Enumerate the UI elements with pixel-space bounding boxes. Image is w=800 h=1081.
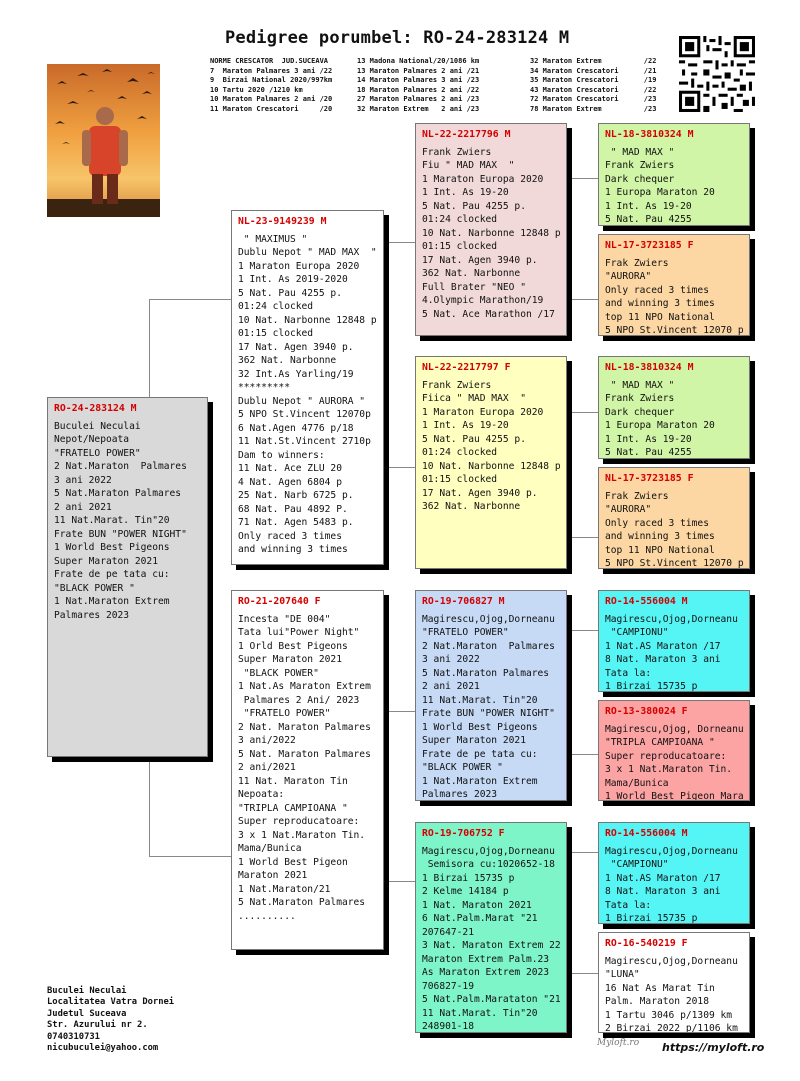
footer-link[interactable]: https://myloft.ro bbox=[662, 1041, 765, 1054]
pigeon-info-line: Palmares 2023 bbox=[422, 789, 498, 800]
pigeon-ring-number: NL-17-3723185 F bbox=[605, 473, 694, 484]
pigeon-info-line: 1 Int. As 19-20 bbox=[422, 420, 509, 431]
breeder-photo bbox=[47, 64, 160, 217]
connector-dam bbox=[384, 711, 416, 882]
owner-line: Judetul Suceava bbox=[47, 1008, 127, 1019]
result-line: 11 Maraton Crescatori /20 bbox=[210, 104, 333, 113]
card-dam-sire-sire bbox=[598, 590, 750, 692]
pigeon-info-line: Frank Zwiers bbox=[605, 160, 675, 171]
pigeon-info-line: Palmares 2023 bbox=[54, 609, 130, 621]
owner-line: Buculei Neculai bbox=[47, 986, 127, 996]
pigeon-info-line: 3 x 1 Nat.Maraton Tin. bbox=[605, 764, 733, 775]
pigeon-info-line: 01:24 clocked bbox=[238, 301, 314, 312]
page-title: Pedigree porumbel: RO-24-283124 M bbox=[225, 28, 570, 48]
pigeon-info-line: Tata la: bbox=[605, 899, 652, 911]
pigeon-info-line: 2 ani/2021 bbox=[238, 762, 296, 773]
pigeon-ring-number: NL-18-3810324 M bbox=[605, 362, 694, 373]
result-line: 43 Maraton Crescatori /22 bbox=[530, 85, 657, 94]
card-dam-dam bbox=[415, 822, 567, 1033]
pigeon-info-line: 10 Nat. Narbonne 12848 p bbox=[422, 227, 561, 239]
results-column-3 bbox=[530, 57, 656, 115]
pigeon-info-line: Frate BUN "POWER NIGHT" bbox=[422, 708, 555, 719]
pigeon-info-line: ********* bbox=[238, 382, 290, 393]
owner-line: Str. Azurului nr 2. bbox=[47, 1020, 148, 1031]
pigeon-info-line: Nepoata: bbox=[238, 789, 285, 800]
card-sire-sire-sire bbox=[598, 123, 750, 226]
pigeon-info-line: 3 ani 2022 bbox=[422, 654, 480, 665]
pigeon-info-line: Mama/Bunica bbox=[238, 843, 302, 854]
pigeon-info-line: Frate BUN "POWER NIGHT" bbox=[54, 528, 187, 540]
pigeon-info-line: Frak Zwiers bbox=[605, 490, 669, 502]
result-line: 27 Maraton Palmares 2 ani /23 bbox=[357, 95, 480, 104]
pigeon-info-line: 2 Nat.Maraton Palmares bbox=[54, 461, 187, 472]
pigeon-info-line: Dark chequer bbox=[605, 173, 675, 185]
pigeon-info-line: Frank Zwiers bbox=[422, 379, 492, 391]
owner-line: nicubuculei@yahoo.com bbox=[47, 1043, 159, 1054]
pigeon-info-line: "CAMPIONU" bbox=[605, 859, 669, 870]
result-line: NORME CRESCATOR JUD.SUCEAVA bbox=[210, 57, 329, 65]
pigeon-info-line: 01:15 clocked bbox=[422, 241, 498, 252]
pigeon-info-line: 362 Nat. Narbonne bbox=[238, 355, 337, 366]
connector-dd bbox=[567, 852, 599, 974]
pigeon-info-line: Magirescu,Ojog,Dorneanu bbox=[422, 845, 555, 857]
pigeon-info-line: 1 Maraton Europa 2020 bbox=[422, 406, 544, 418]
card-sire-sire-dam bbox=[598, 234, 750, 336]
pigeon-info-line: 1 Int. As 19-20 bbox=[605, 200, 692, 212]
result-line: 32 Maraton Extrem 2 ani /23 bbox=[357, 104, 480, 113]
pigeon-info-line: Frank Zwiers bbox=[605, 393, 675, 404]
pigeon-info-line: 362 Nat. Narbonne bbox=[422, 501, 521, 512]
pigeon-info-line: 1 Int. As 19-20 bbox=[605, 433, 692, 445]
pigeon-info-line: 1 Orld Best Pigeons bbox=[238, 640, 348, 652]
results-column-1 bbox=[210, 57, 332, 115]
pigeon-ring-number: RO-14-556004 M bbox=[605, 828, 688, 839]
pigeon-info-line: .......... bbox=[238, 910, 296, 922]
pigeon-info-line: 16 Nat As Marat Tin bbox=[605, 982, 715, 994]
pigeon-info-line: 01:15 clocked bbox=[422, 474, 498, 485]
pigeon-info-line: "FRATELO POWER" bbox=[422, 627, 509, 638]
pigeon-info-line: As Maraton Extrem 2023 bbox=[422, 967, 550, 978]
pigeon-info-line: 01:15 clocked bbox=[238, 328, 314, 339]
pigeon-info-line: 1 Nat.AS Maraton /17 bbox=[605, 872, 721, 884]
pigeon-info-line: 11 Nat. Maraton Tin bbox=[238, 775, 348, 787]
connector-sd bbox=[567, 412, 599, 538]
pigeon-info-line: 25 Nat. Narb 6725 p. bbox=[238, 490, 354, 501]
pigeon-info-line: 2 Nat. Maraton Palmares bbox=[238, 721, 371, 733]
pigeon-info-line: 1 Int. As 19-20 bbox=[422, 187, 509, 198]
pigeon-info-line: 1 Maraton Europa 2020 bbox=[238, 260, 360, 272]
result-line: 7 Maraton Palmares 3 ani /22 bbox=[210, 66, 333, 75]
pigeon-info-line: Palmares 2 Ani/ 2023 bbox=[238, 694, 360, 706]
pigeon-info-line: 32 Int.As Yarling/19 bbox=[238, 368, 354, 380]
pigeon-ring-number: NL-22-2217796 M bbox=[422, 129, 511, 140]
pigeon-info-line: 8 Nat. Maraton 3 ani bbox=[605, 886, 721, 897]
pigeon-info-line: 5 NPO St.Vincent 12070p bbox=[238, 409, 371, 420]
pigeon-info-line: " MAD MAX " bbox=[605, 379, 675, 391]
pigeon-info-line: 1 Europa Maraton 20 bbox=[605, 420, 715, 431]
result-line: 78 Maraton Extrem /23 bbox=[530, 104, 657, 113]
card-sire bbox=[231, 210, 384, 565]
pigeon-info-line: 1 World Best Pigeon Mara bbox=[605, 791, 744, 801]
pigeon-info-line: 5 Nat.Maraton Palmares bbox=[238, 897, 366, 908]
result-line: 32 Maraton Extrem /22 bbox=[530, 57, 657, 65]
pigeon-info-line: 2 Nat.Maraton Palmares bbox=[422, 640, 555, 652]
pigeon-info-line: Nepot/Nepoata bbox=[54, 434, 130, 445]
pigeon-info-line: 1 Nat.Maraton/21 bbox=[238, 883, 331, 895]
card-dam-sire-dam bbox=[598, 700, 750, 801]
pigeon-info-line: " MAXIMUS " bbox=[238, 233, 308, 245]
pigeon-info-line: Palm. Maraton 2018 bbox=[605, 996, 709, 1007]
card-sire-dam-sire bbox=[598, 356, 750, 459]
pigeon-info-line: Frate de pe tata cu: bbox=[54, 569, 170, 580]
pigeon-info-line: 6 Nat.Agen 4776 p/18 bbox=[238, 422, 354, 434]
pigeon-info-line: 5 Nat.Palm.Marataton "21 bbox=[422, 994, 561, 1005]
pigeon-info-line: Magirescu,Ojog,Dorneanu bbox=[605, 613, 738, 625]
pigeon-ring-number: NL-23-9149239 M bbox=[238, 216, 327, 227]
pigeon-info-line: 01:24 clocked bbox=[422, 214, 498, 225]
result-line: 18 Maraton Palmares 2 ani /22 bbox=[357, 85, 480, 94]
pigeon-info-line: 2 Kelme 14184 p bbox=[422, 886, 509, 897]
pigeon-ring-number: RO-14-556004 M bbox=[605, 596, 688, 607]
result-line: 72 Maraton Crescatori /23 bbox=[530, 95, 657, 104]
pigeon-info-line: Mama/Bunica bbox=[605, 777, 669, 789]
pigeon-info-line: 2 Birzai 2022 p/1106 km bbox=[605, 1023, 738, 1033]
pigeon-info-line: "FRATELO POWER" bbox=[54, 447, 141, 459]
pigeon-info-line: Dark chequer bbox=[605, 406, 675, 418]
owner-info bbox=[47, 986, 174, 1054]
pigeon-info-line: 8 Nat. Maraton 3 ani bbox=[605, 654, 721, 665]
pigeon-info-line: 1 Int. As 2019-2020 bbox=[238, 274, 348, 285]
pigeon-info-line: 17 Nat. Agen 3940 p. bbox=[422, 487, 538, 499]
pigeon-info-line: Dublu Nepot " AURORA " bbox=[238, 395, 366, 407]
pigeon-ring-number: RO-19-706827 M bbox=[422, 596, 505, 607]
pigeon-info-line: 4 Nat. Agen 6804 p bbox=[238, 476, 342, 488]
pigeon-ring-number: NL-17-3723185 F bbox=[605, 240, 694, 251]
pigeon-info-line: 1 Maraton Europa 2020 bbox=[422, 173, 544, 185]
pigeon-info-line: 1 Birzai 15735 p bbox=[605, 913, 698, 924]
pigeon-ring-number: RO-16-540219 F bbox=[605, 938, 688, 949]
connector-ss bbox=[567, 178, 599, 300]
pigeon-info-line: Frate de pe tata cu: bbox=[422, 748, 538, 760]
pigeon-info-line: Only raced 3 times bbox=[238, 530, 342, 542]
card-sire-dam bbox=[415, 356, 567, 569]
pigeon-info-line: 5 Nat. Pau 4255 p. bbox=[422, 200, 526, 212]
pigeon-info-line: 1 Nat.Maraton Extrem bbox=[422, 775, 538, 787]
pigeon-info-line: and winning 3 times bbox=[605, 298, 715, 309]
pigeon-info-line: Incesta "DE 004" bbox=[238, 613, 331, 625]
pigeon-info-line: 5 NPO St.Vincent 12070 p bbox=[605, 325, 744, 336]
pigeon-info-line: Super reproducatoare: bbox=[238, 816, 360, 827]
result-line: 13 Madona National/20/1086 km bbox=[357, 57, 480, 65]
pigeon-info-line: 11 Nat. Ace ZLU 20 bbox=[238, 463, 342, 474]
pigeon-info-line: 5 Nat. Pau 4255 p. bbox=[422, 433, 526, 445]
pigeon-info-line: Frak Zwiers bbox=[605, 257, 669, 269]
pigeon-info-line: Super Maraton 2021 bbox=[54, 555, 158, 567]
pigeon-ring-number: RO-13-380024 F bbox=[605, 706, 688, 717]
pigeon-info-line: 1 Nat.As Maraton Extrem bbox=[238, 681, 371, 692]
pigeon-info-line: "FRATELO POWER" bbox=[238, 708, 331, 719]
pigeon-ring-number: RO-24-283124 M bbox=[54, 403, 137, 414]
pigeon-info-line: "BLACK POWER " bbox=[54, 582, 135, 594]
pigeon-info-line: 10 Nat. Narbonne 12848 p bbox=[422, 460, 561, 472]
pigeon-info-line: and winning 3 times bbox=[605, 531, 715, 542]
pigeon-info-line: Super Maraton 2021 bbox=[422, 735, 526, 746]
pigeon-info-line: 1 Birzai 15735 p bbox=[605, 681, 698, 692]
pigeon-info-line: "TRIPLA CAMPIOANA " bbox=[238, 802, 348, 814]
pigeon-info-line: Dam to winners: bbox=[238, 449, 325, 461]
pigeon-info-line: Semisora cu:1020652-18 bbox=[422, 859, 555, 870]
pigeon-info-line: "CAMPIONU" bbox=[605, 627, 669, 638]
result-line: 13 Maraton Palmares 2 ani /21 bbox=[357, 66, 480, 75]
pigeon-info-line: and winning 3 times bbox=[238, 544, 348, 555]
connector-sire bbox=[384, 242, 416, 468]
pigeon-info-line: 248901-18 bbox=[422, 1021, 474, 1032]
pigeon-ring-number: RO-19-706752 F bbox=[422, 828, 505, 839]
pigeon-info-line: 1 World Best Pigeons bbox=[422, 721, 538, 733]
pigeon-info-line: Magirescu,Ojog,Dorneanu bbox=[422, 613, 555, 625]
pigeon-info-line: Super reproducatoare: bbox=[605, 750, 727, 762]
pigeon-info-line: 1 Europa Maraton 20 bbox=[605, 187, 715, 198]
pigeon-info-line: Frank Zwiers bbox=[422, 146, 492, 158]
pigeon-info-line: Tata la: bbox=[605, 667, 652, 679]
result-line: 35 Maraton Crescatori /19 bbox=[530, 76, 657, 85]
pigeon-info-line: 1 World Best Pigeons bbox=[54, 542, 170, 553]
pigeon-info-line: 01:24 clocked bbox=[422, 447, 498, 458]
connector-ds bbox=[567, 630, 599, 755]
pigeon-info-line: Magirescu,Ojog, Dorneanu bbox=[605, 723, 744, 735]
pigeon-ring-number: RO-21-207640 F bbox=[238, 596, 321, 607]
pigeon-info-line: Maraton 2021 bbox=[238, 870, 308, 881]
pigeon-info-line: Magirescu,Ojog,Dorneanu bbox=[605, 845, 738, 857]
pigeon-info-line: 17 Nat. Agen 3940 p. bbox=[422, 254, 538, 266]
pigeon-info-line: 5 Nat. Maraton Palmares bbox=[238, 748, 371, 760]
pigeon-info-line: 17 Nat. Agen 3940 p. bbox=[238, 341, 354, 353]
result-line: 14 Maraton Palmares 3 ani /23 bbox=[357, 76, 480, 85]
pigeon-info-line: 68 Nat. Pau 4892 P. bbox=[238, 503, 348, 515]
pigeon-info-line: 2 ani 2021 bbox=[422, 681, 480, 692]
pigeon-info-line: 362 Nat. Narbonne bbox=[422, 268, 521, 279]
card-main-pigeon bbox=[47, 397, 208, 757]
pigeon-info-line: Maraton Extrem Palm.23 bbox=[422, 953, 550, 965]
pigeon-info-line: 11 Nat.Marat. Tin"20 bbox=[422, 694, 538, 706]
pigeon-info-line: 3 x 1 Nat.Maraton Tin. bbox=[238, 829, 366, 841]
pigeon-info-line: Buculei Neculai bbox=[54, 420, 141, 432]
pigeon-info-line: 5 Nat. Pau 4255 bbox=[605, 447, 692, 458]
pigeon-info-line: 5 Nat.Maraton Palmares bbox=[422, 667, 550, 679]
owner-line: 0740310731 bbox=[47, 1031, 100, 1042]
pigeon-info-line: 5 Nat. Ace Marathon /17 bbox=[422, 308, 555, 320]
pigeon-info-line: 11 Nat.Marat. Tin"20 bbox=[54, 515, 170, 526]
pigeon-info-line: 5 Nat.Maraton Palmares bbox=[54, 488, 182, 499]
pigeon-info-line: Super Maraton 2021 bbox=[238, 654, 342, 665]
card-sire-dam-dam bbox=[598, 467, 750, 569]
pigeon-info-line: Only raced 3 times bbox=[605, 517, 709, 529]
pigeon-info-line: 10 Nat. Narbonne 12848 p bbox=[238, 314, 377, 326]
signature: Myloft.ro bbox=[597, 1038, 640, 1048]
card-dam-dam-dam bbox=[598, 932, 750, 1033]
pigeon-info-line: 71 Nat. Agen 5483 p. bbox=[238, 517, 354, 528]
pigeon-info-line: 5 Nat. Pau 4255 bbox=[605, 214, 692, 225]
pigeon-info-line: 1 Tartu 3046 p/1309 km bbox=[605, 1009, 733, 1021]
pigeon-info-line: 706827-19 bbox=[422, 980, 474, 992]
pigeon-info-line: 3 Nat. Maraton Extrem 22 bbox=[422, 940, 561, 951]
pigeon-ring-number: NL-18-3810324 M bbox=[605, 129, 694, 140]
result-line: 10 Tartu 2020 /1210 km bbox=[210, 85, 303, 94]
card-dam-sire bbox=[415, 590, 567, 801]
pigeon-info-line: "BLACK POWER " bbox=[422, 762, 503, 773]
card-sire-sire bbox=[415, 123, 567, 336]
pigeon-info-line: 3 ani/2022 bbox=[238, 735, 296, 746]
pigeon-info-line: 1 Birzai 15735 p bbox=[422, 872, 515, 884]
pigeon-info-line: " MAD MAX " bbox=[605, 146, 675, 158]
pigeon-info-line: "BLACK POWER" bbox=[238, 667, 319, 679]
pigeon-info-line: 1 Nat.AS Maraton /17 bbox=[605, 640, 721, 652]
qr-code-icon bbox=[679, 36, 755, 112]
card-dam bbox=[231, 590, 384, 950]
pigeon-info-line: 5 Nat. Pau 4255 p. bbox=[238, 287, 342, 299]
pigeon-info-line: Full Brater "NEO " bbox=[422, 281, 526, 293]
pigeon-info-line: Only raced 3 times bbox=[605, 284, 709, 296]
pigeon-info-line: 4.Olympic Marathon/19 bbox=[422, 295, 544, 306]
pigeon-info-line: "AURORA" bbox=[605, 271, 652, 282]
pigeon-info-line: 11 Nat.St.Vincent 2710p bbox=[238, 436, 371, 447]
pigeon-info-line: Magirescu,Ojog,Dorneanu bbox=[605, 955, 738, 967]
pigeon-info-line: Fiica " MAD MAX " bbox=[422, 393, 526, 404]
pigeon-info-line: "AURORA" bbox=[605, 504, 652, 515]
pigeon-info-line: top 11 NPO National bbox=[605, 311, 715, 323]
pigeon-info-line: 1 Nat. Maraton 2021 bbox=[422, 899, 532, 911]
pigeon-info-line: Fiu " MAD MAX " bbox=[422, 160, 515, 171]
pigeon-info-line: 3 ani 2022 bbox=[54, 474, 112, 486]
pigeon-info-line: 6 Nat.Palm.Marat "21 bbox=[422, 913, 538, 924]
result-line: 10 Maraton Palmares 2 ani /20 bbox=[210, 95, 333, 104]
pigeon-ring-number: NL-22-2217797 F bbox=[422, 362, 511, 373]
owner-line: Localitatea Vatra Dornei bbox=[47, 997, 175, 1008]
pigeon-info-line: "LUNA" bbox=[605, 969, 640, 980]
pigeon-info-line: Tata lui"Power Night" bbox=[238, 627, 360, 638]
results-column-2 bbox=[357, 57, 479, 115]
pigeon-info-line: 5 NPO St.Vincent 12070 p bbox=[605, 558, 744, 569]
card-dam-dam-sire bbox=[598, 822, 750, 924]
pigeon-info-line: 2 ani 2021 bbox=[54, 501, 112, 513]
pigeon-info-line: Dublu Nepot " MAD MAX " bbox=[238, 247, 377, 258]
pigeon-info-line: top 11 NPO National bbox=[605, 544, 715, 556]
pigeon-info-line: 1 World Best Pigeon bbox=[238, 856, 348, 868]
pigeon-info-line: 207647-21 bbox=[422, 926, 474, 938]
pigeon-info-line: "TRIPLA CAMPIOANA " bbox=[605, 737, 715, 748]
pigeon-info-line: 11 Nat.Marat. Tin"20 bbox=[422, 1007, 538, 1019]
pigeon-info-line: 1 Nat.Maraton Extrem bbox=[54, 596, 170, 607]
result-line: 34 Maraton Crescatori /21 bbox=[530, 66, 657, 75]
result-line: 9 Birzai National 2020/997km bbox=[210, 76, 333, 85]
